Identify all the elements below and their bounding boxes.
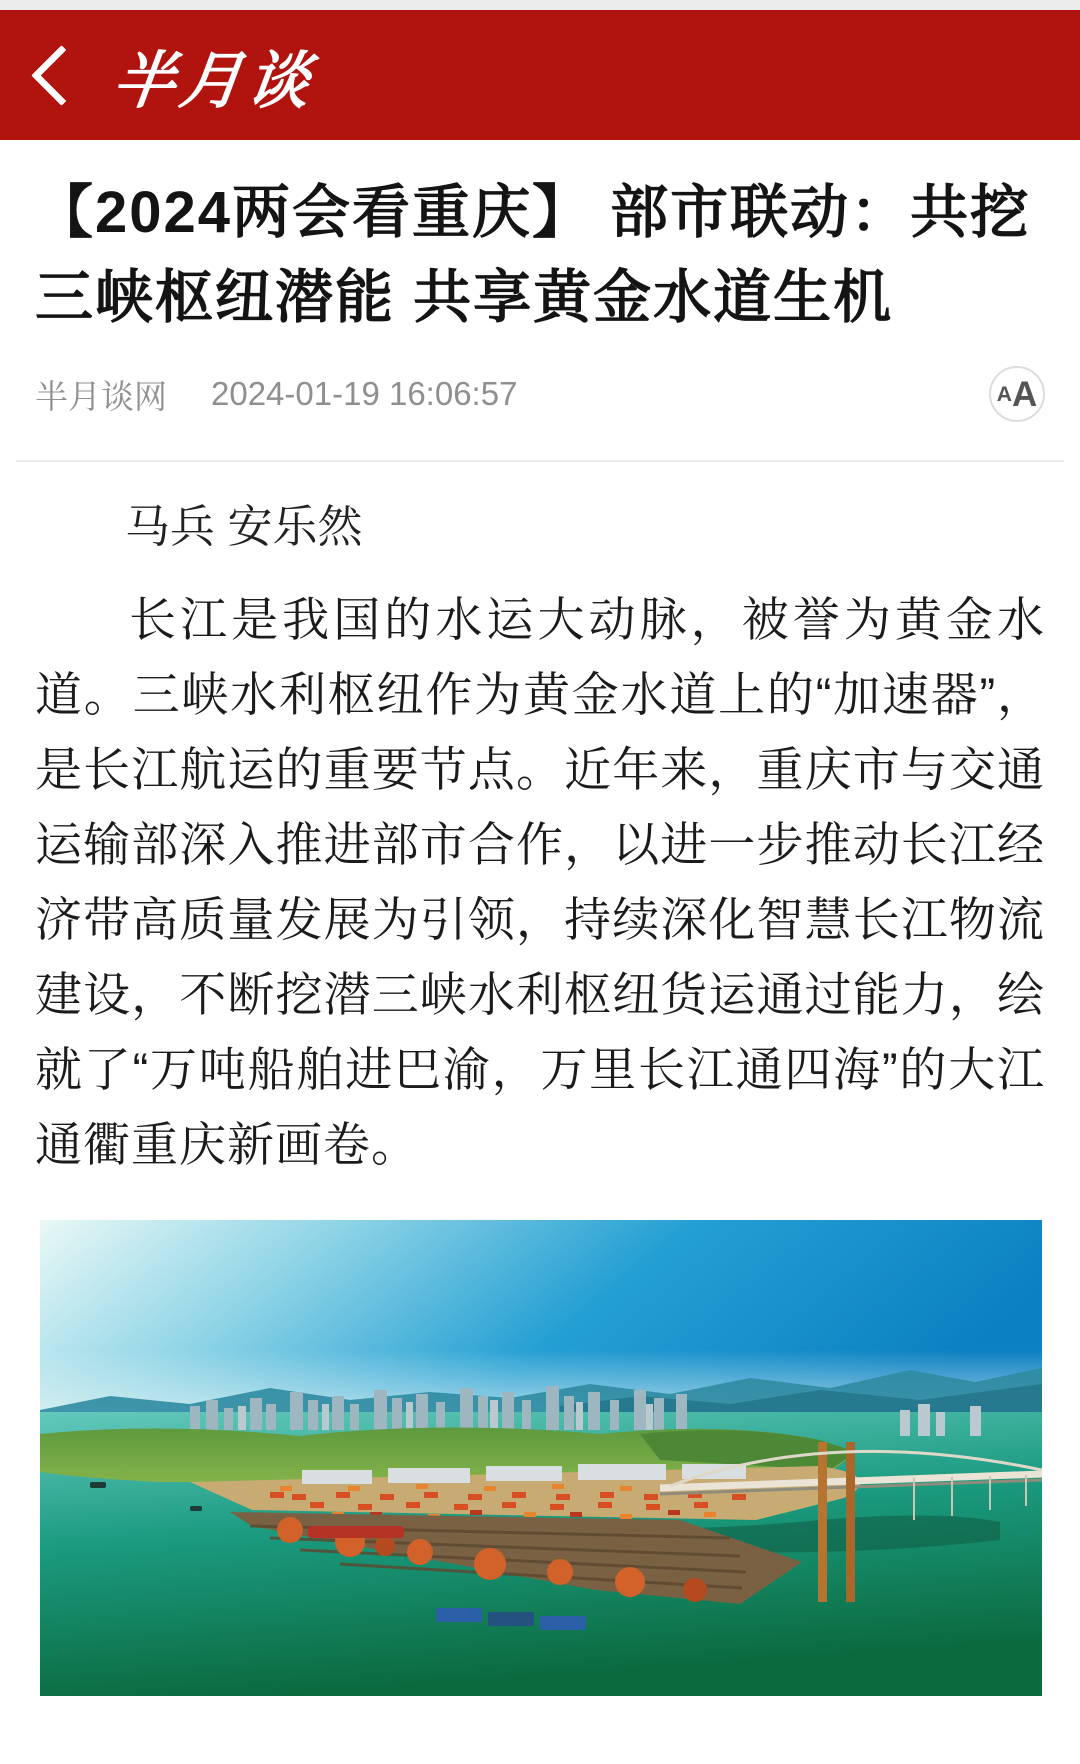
status-bar bbox=[0, 0, 1080, 10]
app-header bbox=[0, 10, 1080, 140]
article-title: 【2024两会看重庆】 部市联动：共挖三峡枢纽潜能 共享黄金水道生机 bbox=[35, 180, 1031, 330]
article-source: 半月谈网 bbox=[35, 377, 167, 415]
divider bbox=[16, 460, 1064, 462]
font-size-large-letter: A bbox=[1011, 374, 1038, 414]
back-button[interactable] bbox=[30, 25, 100, 125]
font-size-button[interactable] bbox=[989, 366, 1045, 422]
article-datetime: 2024-01-19 16:06:57 bbox=[211, 375, 518, 412]
article-container bbox=[0, 170, 1080, 1696]
article-photo[interactable] bbox=[40, 1220, 1042, 1696]
font-size-small-letter: A bbox=[996, 382, 1012, 406]
back-chevron-icon bbox=[31, 45, 92, 106]
article-author: 马兵 安乐然 bbox=[125, 501, 363, 552]
app-logo: 半月谈 bbox=[109, 46, 319, 116]
article-body: 长江是我国的水运大动脉，被誉为黄金水道。三峡水利枢纽作为黄金水道上的“加速器”，是长江航运的重要节点。近年来，重庆市与交通运输部深入推进部市合作，以进一步推动长江经济带高质量发展为引领，持续深化智慧长江物流建设，不断挖潜三峡水利枢纽货运通过能力，绘就了“万吨船舶进巴渝，万里长江通四海”的大江通衢重庆新画卷。 bbox=[35, 593, 1045, 1171]
article-meta-row bbox=[35, 366, 1045, 422]
